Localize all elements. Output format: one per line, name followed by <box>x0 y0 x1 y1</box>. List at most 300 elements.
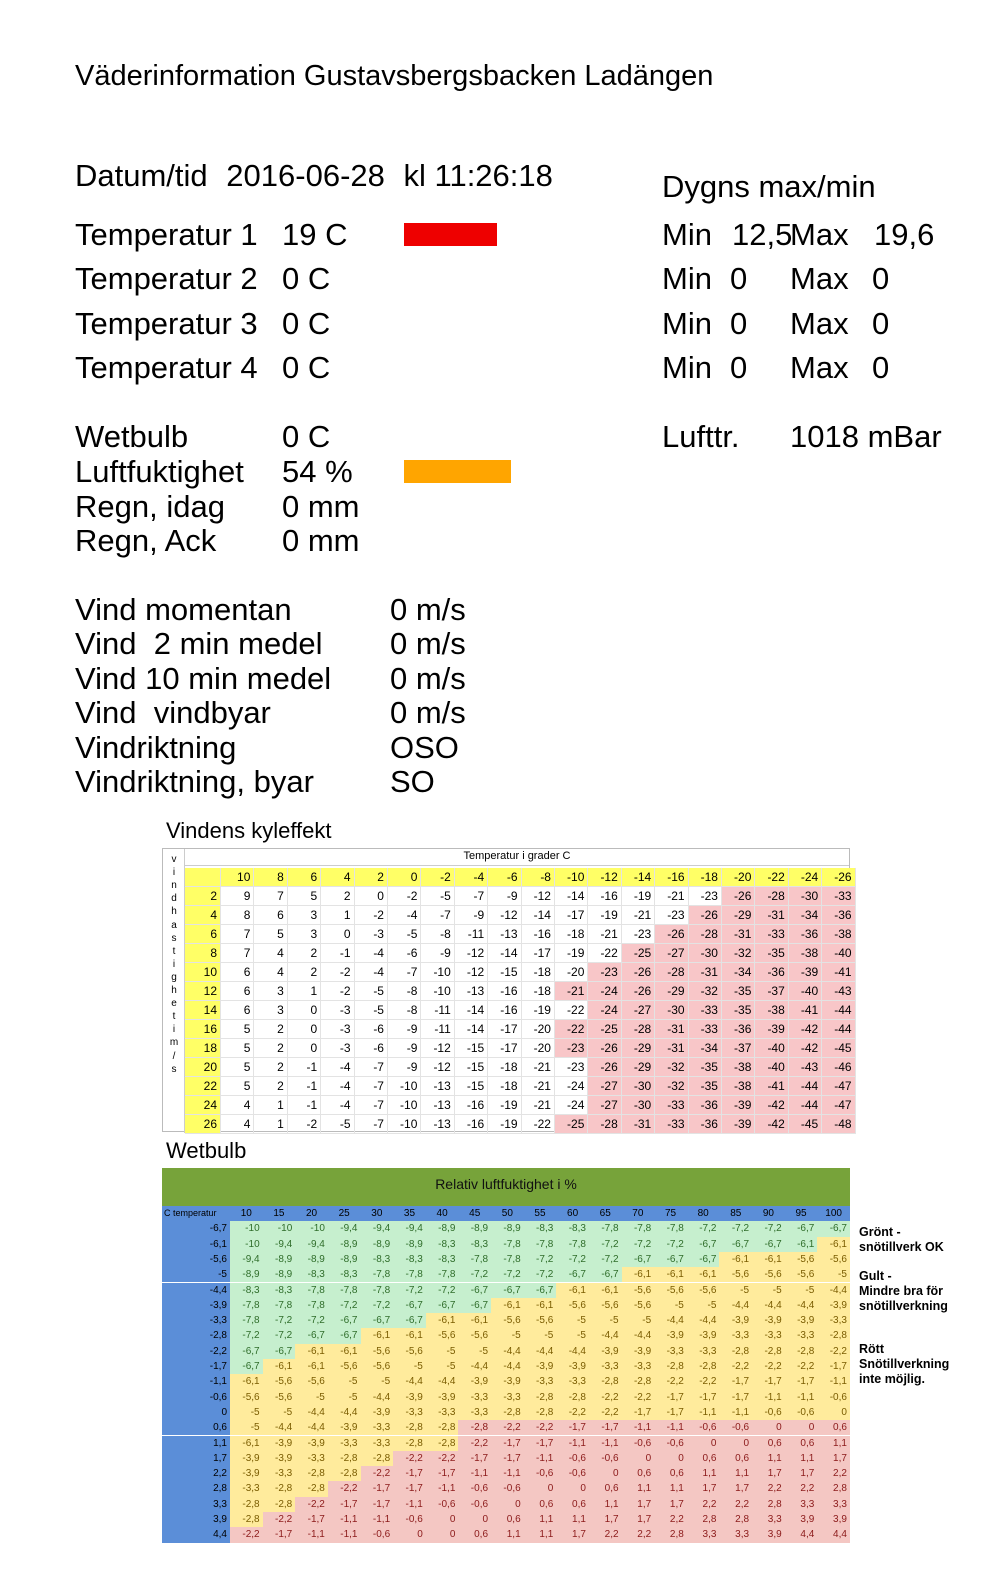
chill-value-cell: 1 <box>254 1096 287 1115</box>
wetbulb-value-cell: -2,8 <box>622 1374 655 1389</box>
wetbulb-value-cell: -0,6 <box>654 1436 687 1451</box>
wetbulb-table-title: Relativ luftfuktighet i % <box>162 1168 850 1206</box>
wetbulb-value-cell: 0,6 <box>622 1466 655 1481</box>
chill-speed-header: 14 <box>185 1001 221 1020</box>
wetbulb-value-cell: -0,6 <box>556 1451 589 1466</box>
wetbulb-value-cell: -3,3 <box>622 1359 655 1374</box>
wetbulb-value-cell: 1,1 <box>654 1481 687 1496</box>
wetbulb-value-cell: -5,6 <box>556 1298 589 1313</box>
wetbulb-value-cell: -3,9 <box>785 1313 818 1328</box>
chill-value-cell: -9 <box>488 887 521 906</box>
chill-value-cell: -43 <box>822 982 855 1001</box>
chill-value-cell: -9 <box>388 1058 421 1077</box>
wetbulb-value-cell: 1,1 <box>719 1466 752 1481</box>
wetbulb-value-cell: -8,3 <box>230 1283 263 1298</box>
chill-value-cell: -18 <box>555 925 588 944</box>
wetbulb-value-cell: -3,3 <box>817 1313 850 1328</box>
wetbulb-value-cell: -7,2 <box>556 1252 589 1267</box>
wetbulb-value-cell: -6,7 <box>817 1221 850 1236</box>
temp1-value: 19 C <box>282 217 348 252</box>
wetbulb-value-cell: -4,4 <box>491 1344 524 1359</box>
wetbulb-value-cell: -6,7 <box>622 1252 655 1267</box>
chill-side-letter: i <box>172 958 176 970</box>
wetbulb-value-cell: -7,2 <box>458 1267 491 1282</box>
wetbulb-value-cell: -1,1 <box>752 1390 785 1405</box>
chill-side-letter: h <box>171 906 177 918</box>
wetbulb-value-cell: -6,1 <box>263 1359 296 1374</box>
wetbulb-temp-header: -3,9 <box>162 1298 230 1313</box>
wetbulb-value-cell: 2,2 <box>622 1527 655 1542</box>
wetbulb-value-cell: -6,7 <box>230 1344 263 1359</box>
chill-value-cell: -48 <box>822 1115 855 1134</box>
chill-value-cell: -12 <box>421 1039 454 1058</box>
wetbulb-humidity-header: 40 <box>426 1206 459 1221</box>
temp1-max-label: Max <box>790 217 849 252</box>
chill-value-cell: 0 <box>355 887 388 906</box>
chill-value-cell: 0 <box>288 1039 321 1058</box>
wetbulb-value-cell: -2,8 <box>393 1420 426 1435</box>
wetbulb-value-cell: -7,8 <box>491 1252 524 1267</box>
wetbulb-value-cell: -2,8 <box>491 1405 524 1420</box>
chill-value-cell: -27 <box>655 944 688 963</box>
chill-value-cell: -16 <box>455 1096 488 1115</box>
chill-value-cell: -3 <box>355 925 388 944</box>
chill-value-cell: -43 <box>789 1058 822 1077</box>
wetbulb-value-cell: 0,6 <box>687 1451 720 1466</box>
chill-value-cell: -4 <box>321 1077 354 1096</box>
wetbulb-value-cell: -2,2 <box>589 1405 622 1420</box>
wetbulb-value-cell: -3,9 <box>230 1466 263 1481</box>
wetbulb-value-cell: -0,6 <box>458 1481 491 1496</box>
chill-value-cell: -44 <box>822 1001 855 1020</box>
chill-value-cell: 5 <box>254 925 287 944</box>
chill-value-cell: -4 <box>355 944 388 963</box>
chill-value-cell: -19 <box>622 887 655 906</box>
chill-value-cell: -20 <box>555 963 588 982</box>
wetbulb-value-cell: 1,7 <box>719 1481 752 1496</box>
wetbulb-value-cell: -6,7 <box>328 1313 361 1328</box>
wetbulb-value-cell: -3,9 <box>719 1313 752 1328</box>
wetbulb-value-cell: -3,3 <box>556 1374 589 1389</box>
wetbulb-value-cell: -2,2 <box>393 1451 426 1466</box>
chill-value-cell: -3 <box>321 1020 354 1039</box>
chill-speed-header: 10 <box>185 963 221 982</box>
wetbulb-value-cell: -3,3 <box>361 1420 394 1435</box>
wetbulb-value-cell: 0 <box>654 1451 687 1466</box>
chill-value-cell: -4 <box>388 906 421 925</box>
wetbulb-value-cell: -3,9 <box>458 1374 491 1389</box>
chill-value-cell: 3 <box>254 982 287 1001</box>
chill-value-cell: -2 <box>321 982 354 1001</box>
wetbulb-value-cell: -1,7 <box>589 1420 622 1435</box>
wetbulb-value-cell: -5 <box>785 1283 818 1298</box>
chill-value-cell: 5 <box>221 1039 254 1058</box>
chill-value-cell: -19 <box>588 906 621 925</box>
chill-speed-header: 24 <box>185 1096 221 1115</box>
rain-acc-value: 0 mm <box>282 523 360 558</box>
chill-value-cell: -33 <box>689 1001 722 1020</box>
chill-value-cell: -9 <box>421 944 454 963</box>
chill-value-cell: 2 <box>288 944 321 963</box>
wetbulb-value-cell: -5,6 <box>785 1252 818 1267</box>
chill-value-cell: -37 <box>722 1039 755 1058</box>
wetbulb-temp-header: -5 <box>162 1267 230 1282</box>
wetbulb-value-cell: -5,6 <box>622 1283 655 1298</box>
wetbulb-value-cell: -2,8 <box>426 1420 459 1435</box>
chill-value-cell: -22 <box>555 1001 588 1020</box>
wetbulb-value-cell: -2,2 <box>263 1512 296 1527</box>
legend-green <box>859 1225 944 1255</box>
wetbulb-value-cell: -6,7 <box>295 1328 328 1343</box>
chill-corner-cell <box>185 868 221 887</box>
chill-value-cell: -30 <box>622 1096 655 1115</box>
wetbulb-humidity-header: 75 <box>654 1206 687 1221</box>
chill-value-cell: -35 <box>755 944 788 963</box>
wetbulb-value-cell: -7,8 <box>654 1221 687 1236</box>
chill-value-cell: -38 <box>822 925 855 944</box>
wetbulb-value-cell: -1,1 <box>328 1527 361 1542</box>
wetbulb-value-cell: -7,2 <box>687 1221 720 1236</box>
chill-value-cell: -9 <box>388 1020 421 1039</box>
wetbulb-value-cell: -3,9 <box>556 1359 589 1374</box>
chill-temp-header: -26 <box>822 868 855 887</box>
wetbulb-value-cell: -1,7 <box>328 1497 361 1512</box>
wetbulb-value-cell: -6,1 <box>458 1313 491 1328</box>
wetbulb-value-cell: -1,7 <box>393 1481 426 1496</box>
temp4-min-value: 0 <box>730 350 748 385</box>
wetbulb-table <box>162 1168 850 1540</box>
wetbulb-value-cell: 2,8 <box>654 1527 687 1542</box>
chill-value-cell: -21 <box>622 906 655 925</box>
wind-2min-label: Vind 2 min medel <box>75 626 323 661</box>
chill-value-cell: -45 <box>822 1039 855 1058</box>
chill-value-cell: -11 <box>421 1020 454 1039</box>
chill-value-cell: -4 <box>321 1096 354 1115</box>
wetbulb-value-cell: 4,4 <box>785 1527 818 1542</box>
wetbulb-value-cell: -5,6 <box>295 1374 328 1389</box>
wetbulb-value-cell: 3,3 <box>719 1527 752 1542</box>
chill-value-cell: -39 <box>722 1096 755 1115</box>
wetbulb-value-cell: -4,4 <box>654 1313 687 1328</box>
chill-value-cell: -12 <box>421 1058 454 1077</box>
chill-value-cell: -31 <box>655 1039 688 1058</box>
chill-temp-header: 4 <box>321 868 354 887</box>
wetbulb-value-cell: -2,2 <box>817 1344 850 1359</box>
wetbulb-value-cell: 2,8 <box>752 1497 785 1512</box>
chill-value-cell: -31 <box>722 925 755 944</box>
wetbulb-value-cell: -3,3 <box>361 1436 394 1451</box>
chill-value-cell: -13 <box>455 982 488 1001</box>
wetbulb-humidity-header: 35 <box>393 1206 426 1221</box>
wetbulb-temp-header: -1,7 <box>162 1359 230 1374</box>
wetbulb-value-cell: -5 <box>654 1298 687 1313</box>
wetbulb-value-cell: -1,7 <box>622 1405 655 1420</box>
wetbulb-value-cell: -0,6 <box>752 1405 785 1420</box>
wetbulb-value-cell: -7,2 <box>230 1328 263 1343</box>
wetbulb-value-cell: -10 <box>295 1221 328 1236</box>
wetbulb-value-cell: -3,3 <box>524 1374 557 1389</box>
chill-value-cell: -24 <box>588 1001 621 1020</box>
wetbulb-value-cell: -5,6 <box>361 1359 394 1374</box>
wetbulb-humidity-header: 45 <box>458 1206 491 1221</box>
wetbulb-value-cell: -8,9 <box>393 1237 426 1252</box>
wetbulb-value-cell: 0 <box>622 1451 655 1466</box>
wetbulb-value-cell: -3,3 <box>426 1405 459 1420</box>
wetbulb-value-cell: -2,2 <box>752 1359 785 1374</box>
chill-value-cell: -17 <box>555 906 588 925</box>
wetbulb-value-cell: -6,1 <box>589 1283 622 1298</box>
wetbulb-value-cell: -1,1 <box>589 1436 622 1451</box>
wetbulb-value-cell: -7,2 <box>426 1283 459 1298</box>
wetbulb-value-cell: -7,8 <box>230 1298 263 1313</box>
chill-side-letter: t <box>172 945 176 957</box>
chill-value-cell: -2 <box>355 906 388 925</box>
wetbulb-value-cell: -7,8 <box>458 1252 491 1267</box>
wetbulb-value-cell: -3,9 <box>589 1344 622 1359</box>
wetbulb-value-cell: 2,2 <box>752 1481 785 1496</box>
wetbulb-value-cell: -6,7 <box>556 1267 589 1282</box>
chill-value-cell: -17 <box>488 1039 521 1058</box>
temp3-max-label: Max <box>790 306 849 341</box>
pressure-value: 1018 mBar <box>790 419 942 454</box>
wetbulb-value-cell: -5 <box>328 1390 361 1405</box>
wetbulb-value-cell: -9,4 <box>361 1221 394 1236</box>
chill-value-cell: -29 <box>622 1058 655 1077</box>
chill-value-cell: 1 <box>254 1115 287 1134</box>
chill-value-cell: -22 <box>522 1115 555 1134</box>
chill-speed-header: 4 <box>185 906 221 925</box>
wetbulb-value-cell: -9,4 <box>230 1252 263 1267</box>
wetbulb-humidity-header: 50 <box>491 1206 524 1221</box>
wetbulb-value-cell: -9,4 <box>328 1221 361 1236</box>
wetbulb-value-cell: -2,8 <box>361 1451 394 1466</box>
chill-temp-header: -8 <box>522 868 555 887</box>
chill-value-cell: -7 <box>355 1058 388 1077</box>
chill-value-cell: -31 <box>655 1020 688 1039</box>
wetbulb-value-cell: -5,6 <box>393 1344 426 1359</box>
wetbulb-value-cell: -2,8 <box>556 1390 589 1405</box>
chill-value-cell: -1 <box>288 1096 321 1115</box>
rain-today-value: 0 mm <box>282 489 360 524</box>
chill-speed-header: 18 <box>185 1039 221 1058</box>
chill-value-cell: -13 <box>421 1077 454 1096</box>
chill-value-cell: -33 <box>655 1096 688 1115</box>
wetbulb-value-cell: 3,9 <box>752 1527 785 1542</box>
chill-value-cell: -29 <box>722 906 755 925</box>
wetbulb-value-cell: -6,1 <box>687 1267 720 1282</box>
wetbulb-temp-header: -4,4 <box>162 1283 230 1298</box>
chill-value-cell: -12 <box>488 906 521 925</box>
chill-value-cell: -12 <box>455 963 488 982</box>
wetbulb-temp-header: -0,6 <box>162 1390 230 1405</box>
chill-value-cell: -14 <box>555 887 588 906</box>
wetbulb-value-cell: -8,3 <box>328 1267 361 1282</box>
wetbulb-value-cell: -0,6 <box>458 1497 491 1512</box>
wetbulb-value-cell: -6,1 <box>230 1436 263 1451</box>
wetbulb-value-cell: -4,4 <box>295 1420 328 1435</box>
chill-value-cell: -32 <box>655 1077 688 1096</box>
chill-value-cell: -5 <box>421 887 454 906</box>
wetbulb-humidity-header: 70 <box>622 1206 655 1221</box>
chill-value-cell: -6 <box>355 1020 388 1039</box>
wetbulb-value-cell: -5 <box>589 1313 622 1328</box>
wetbulb-value-cell: -1,7 <box>393 1466 426 1481</box>
wetbulb-value-cell: -8,3 <box>556 1221 589 1236</box>
wetbulb-value-cell: -0,6 <box>361 1527 394 1542</box>
chill-value-cell: -22 <box>588 944 621 963</box>
temp3-min-label: Min <box>662 306 712 341</box>
wetbulb-value-cell: -1,7 <box>491 1436 524 1451</box>
temp2-value: 0 C <box>282 261 331 296</box>
wetbulb-value-cell: -4,4 <box>719 1298 752 1313</box>
chill-value-cell: -26 <box>655 925 688 944</box>
wetbulb-value-cell: -5,6 <box>654 1283 687 1298</box>
wetbulb-value-cell: -5 <box>524 1328 557 1343</box>
wetbulb-value-cell: 1,7 <box>622 1512 655 1527</box>
chill-temp-header: -24 <box>789 868 822 887</box>
rain-today-label: Regn, idag <box>75 489 225 524</box>
wetbulb-value-cell: 0 <box>752 1420 785 1435</box>
wetbulb-value-cell: -7,8 <box>589 1221 622 1236</box>
wetbulb-value-cell: -2,8 <box>426 1436 459 1451</box>
chill-value-cell: -28 <box>588 1115 621 1134</box>
chill-value-cell: -21 <box>522 1058 555 1077</box>
chill-value-cell: -7 <box>355 1115 388 1134</box>
wetbulb-value-cell: -6,1 <box>426 1313 459 1328</box>
chill-value-cell: -10 <box>388 1077 421 1096</box>
chill-value-cell: -26 <box>588 1058 621 1077</box>
wetbulb-value-cell: -5 <box>817 1267 850 1282</box>
wetbulb-value-cell: -3,3 <box>295 1451 328 1466</box>
wetbulb-humidity-header: 90 <box>752 1206 785 1221</box>
wetbulb-value-cell: 0,6 <box>817 1420 850 1435</box>
datetime-time: 11:26:18 <box>434 158 553 193</box>
wind-gust-direction-label: Vindriktning, byar <box>75 764 314 799</box>
wetbulb-value-cell: -3,3 <box>752 1328 785 1343</box>
wetbulb-value-cell: -2,8 <box>263 1481 296 1496</box>
wetbulb-value-cell: -7,8 <box>361 1283 394 1298</box>
wetbulb-value-cell: -1,7 <box>687 1390 720 1405</box>
chill-value-cell: -7 <box>421 906 454 925</box>
chill-value-cell: -40 <box>822 944 855 963</box>
chill-value-cell: 3 <box>254 1001 287 1020</box>
chill-value-cell: 7 <box>254 887 287 906</box>
chill-value-cell: -19 <box>555 944 588 963</box>
wetbulb-value-cell: -3,3 <box>491 1390 524 1405</box>
wetbulb-value-cell: -3,9 <box>491 1374 524 1389</box>
wetbulb-value-cell: 2,2 <box>817 1466 850 1481</box>
wetbulb-value-cell: -1,1 <box>393 1497 426 1512</box>
chill-value-cell: -26 <box>622 982 655 1001</box>
wetbulb-value-cell: -7,2 <box>393 1283 426 1298</box>
chill-side-letter: v <box>171 854 177 865</box>
wetbulb-value-cell: -1,7 <box>556 1420 589 1435</box>
wetbulb-value-cell: -6,7 <box>687 1237 720 1252</box>
chill-value-cell: -16 <box>588 887 621 906</box>
chill-value-cell: -9 <box>388 1039 421 1058</box>
chill-value-cell: -7 <box>455 887 488 906</box>
wetbulb-value-cell: -9,4 <box>295 1237 328 1252</box>
chill-value-cell: -47 <box>822 1077 855 1096</box>
chill-value-cell: 0 <box>288 1020 321 1039</box>
chill-value-cell: -2 <box>321 963 354 982</box>
wetbulb-value-cell: 1,1 <box>687 1466 720 1481</box>
wetbulb-value-cell: -10 <box>263 1221 296 1236</box>
wetbulb-value-cell: -1,7 <box>361 1481 394 1496</box>
wetbulb-value-cell: 2,2 <box>719 1497 752 1512</box>
chill-value-cell: 7 <box>221 944 254 963</box>
wetbulb-value-cell: -7,2 <box>524 1252 557 1267</box>
wetbulb-value-cell: -2,8 <box>263 1497 296 1512</box>
wetbulb-value-cell: -0,6 <box>393 1512 426 1527</box>
wetbulb-value-cell: -3,9 <box>687 1328 720 1343</box>
chill-value-cell: -20 <box>522 1039 555 1058</box>
wetbulb-value-cell: 1,7 <box>752 1466 785 1481</box>
wetbulb-value-cell: -1,1 <box>817 1374 850 1389</box>
wetbulb-value-cell: -6,1 <box>361 1328 394 1343</box>
humidity-bar <box>404 460 511 483</box>
chill-value-cell: 9 <box>221 887 254 906</box>
wetbulb-value-cell: 0,6 <box>458 1527 491 1542</box>
wetbulb-value-cell: -8,9 <box>263 1267 296 1282</box>
chill-value-cell: 6 <box>221 982 254 1001</box>
wetbulb-value-cell: 1,7 <box>556 1527 589 1542</box>
wetbulb-value-cell: 0,6 <box>491 1512 524 1527</box>
wetbulb-value-cell: -0,6 <box>817 1390 850 1405</box>
wetbulb-value-cell: 1,7 <box>817 1451 850 1466</box>
wetbulb-value-cell: 3,3 <box>817 1497 850 1512</box>
chill-value-cell: -27 <box>588 1096 621 1115</box>
chill-speed-header: 6 <box>185 925 221 944</box>
temp2-min-value: 0 <box>730 261 748 296</box>
wetbulb-value-cell: -5,6 <box>785 1267 818 1282</box>
chill-value-cell: -4 <box>321 1058 354 1077</box>
chill-value-cell: -1 <box>288 1058 321 1077</box>
wetbulb-temp-header: -6,1 <box>162 1237 230 1252</box>
wetbulb-value-cell: 2,2 <box>654 1512 687 1527</box>
chill-value-cell: -14 <box>455 1020 488 1039</box>
chill-value-cell: -38 <box>755 1001 788 1020</box>
chill-value-cell: 3 <box>288 906 321 925</box>
wetbulb-value-cell: -5 <box>328 1374 361 1389</box>
chill-value-cell: -44 <box>822 1020 855 1039</box>
wetbulb-value-cell: -5 <box>230 1420 263 1435</box>
wetbulb-value-cell: -0,6 <box>687 1420 720 1435</box>
chill-value-cell: 4 <box>254 944 287 963</box>
chill-value-cell: -18 <box>522 963 555 982</box>
wetbulb-value-cell: -5 <box>426 1359 459 1374</box>
chill-value-cell: 6 <box>221 963 254 982</box>
chill-value-cell: -21 <box>588 925 621 944</box>
wetbulb-value-cell: -6,1 <box>491 1298 524 1313</box>
chill-value-cell: -15 <box>488 963 521 982</box>
wetbulb-humidity-header: 95 <box>785 1206 818 1221</box>
wetbulb-value-cell: 2,8 <box>687 1512 720 1527</box>
chill-temp-header: -22 <box>755 868 788 887</box>
wetbulb-value-cell: 3,3 <box>687 1527 720 1542</box>
wetbulb-value-cell: 1,7 <box>654 1497 687 1512</box>
chill-side-label <box>163 849 185 1133</box>
wetbulb-value-cell: -8,9 <box>328 1237 361 1252</box>
wetbulb-value-cell: -4,4 <box>687 1313 720 1328</box>
wetbulb-value-cell: -2,8 <box>295 1481 328 1496</box>
wetbulb-value-cell: -1,7 <box>426 1466 459 1481</box>
wetbulb-value-cell: -5,6 <box>817 1252 850 1267</box>
chill-value-cell: 2 <box>254 1039 287 1058</box>
wetbulb-temp-header: -3,3 <box>162 1313 230 1328</box>
chill-side-letter: d <box>171 893 177 905</box>
wetbulb-humidity-header: 60 <box>556 1206 589 1221</box>
